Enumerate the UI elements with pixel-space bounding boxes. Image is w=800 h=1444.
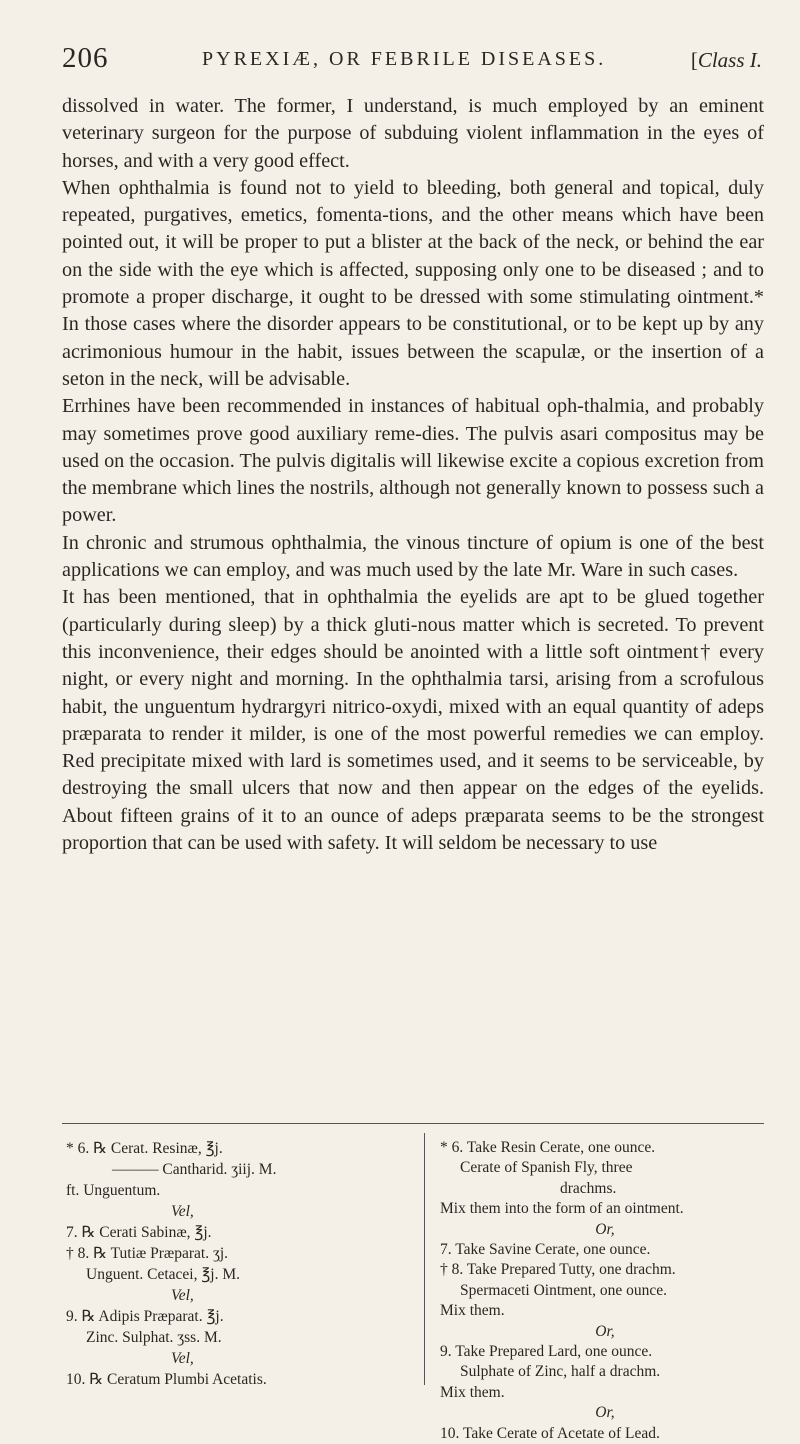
- footnote-line: Spermaceti Ointment, one ounce.: [460, 1281, 668, 1299]
- footnote-line: ft. Unguentum.: [66, 1182, 161, 1199]
- class-label: [691, 48, 762, 73]
- footnote-line: Mix them.: [440, 1383, 505, 1401]
- footnote-line: 9. ℞ Adipis Præparat. ℥j.: [66, 1308, 224, 1325]
- column-divider: [424, 1133, 425, 1385]
- main-text: [62, 93, 764, 857]
- class-label-bracket: [: [690, 48, 698, 72]
- footnote-line: Or,: [595, 1404, 615, 1422]
- paragraph: Errhines have been recommended in instances of habitual oph-thalmia, and probably may sometimes prove good auxiliary reme-dies. The pulvis asari compositus may be used on the occasion. The pulvis digitalis will likewise excite a copious excretion from the membrane which lines the nostrils, although not generally known to possess such a power.: [62, 395, 764, 527]
- footnote-line: 10. Take Cerate of Acetate of Lead.: [440, 1424, 660, 1442]
- running-title: PYREXIÆ, OR FEBRILE DISEASES.: [202, 48, 607, 70]
- footnote-line: Sulphate of Zinc, half a drachm.: [460, 1363, 661, 1381]
- footnotes-latin: [66, 1138, 416, 1390]
- footnote-line: 7. Take Savine Cerate, one ounce.: [440, 1241, 651, 1259]
- footnote-line: Zinc. Sulphat. ʒss. M.: [86, 1329, 222, 1346]
- footnote-line: 10. ℞ Ceratum Plumbi Acetatis.: [66, 1371, 267, 1388]
- footnote-line: 9. Take Prepared Lard, one ounce.: [440, 1343, 653, 1361]
- footnote-line: Mix them.: [440, 1302, 505, 1320]
- footnote-line: Cerate of Spanish Fly, three: [460, 1159, 633, 1177]
- footnotes-english: [440, 1138, 770, 1444]
- paragraph: It has been mentioned, that in ophthalmia the eyelids are apt to be glued together (particularly during sleep) by a thick gluti-nous matter which is secreted. To prevent this inconvenience, their edges should be anointed with a little soft ointment† every night, or every night and morning. In the ophthalmia tarsi, arising from a scrofulous habit, the unguentum hydrargyri nitrico-oxydi, mixed with an equal quantity of adeps præparata to render it milder, is one of the most powerful remedies we can employ. Red precipitate mixed with lard is sometimes used, and it seems to be serviceable, by destroying the small ulcers that now and then appear on the edges of the eyelids. About fifteen grains of it to an ounce of adeps præparata seems to be the strongest proportion that can be used with safety. It will seldom be necessary to use: [62, 586, 764, 855]
- paragraph: In chronic and strumous ophthalmia, the vinous tincture of opium is one of the best applications we can employ, and was much used by the late Mr. Ware in such cases.: [62, 531, 764, 582]
- page-header: [62, 42, 762, 82]
- footnote-line: Vel,: [171, 1350, 194, 1367]
- footnote-line: † 8. Take Prepared Tutty, one drachm.: [440, 1261, 676, 1279]
- footnote-line: drachms.: [560, 1179, 617, 1197]
- footnote-divider: [62, 1123, 764, 1124]
- footnote-line: † 8. ℞ Tutiæ Præparat. ʒj.: [66, 1245, 229, 1262]
- footnote-line: ——— Cantharid. ʒiij. M.: [112, 1161, 277, 1178]
- class-label-text: Class I.: [697, 48, 762, 72]
- page-number: 206: [62, 42, 109, 74]
- footnote-line: Unguent. Cetacei, ℥j. M.: [86, 1266, 241, 1283]
- paragraph: dissolved in water. The former, I understand, is much employed by an eminent veterinary surgeon for the purpose of subduing violent inflammation in the eyes of horses, and with a very good effect.: [62, 95, 764, 172]
- footnote-line: Or,: [595, 1322, 615, 1340]
- footnote-line: Vel,: [171, 1203, 194, 1220]
- footnote-line: * 6. Take Resin Cerate, one ounce.: [440, 1139, 656, 1156]
- footnote-line: Vel,: [171, 1287, 194, 1304]
- footnote-line: Or,: [595, 1220, 615, 1238]
- paragraph: When ophthalmia is found not to yield to bleeding, both general and topical, duly repeated, purgatives, emetics, fomenta-tions, and the other means which have been pointed out, it will be proper to put a blister at the back of the neck, or behind the ear on the side with the eye which is affected, supposing only one to be diseased ; and to promote a proper discharge, it ought to be dressed with some stimulating ointment.* In those cases where the disorder appears to be constitutional, or to be kept up by any acrimonious humour in the habit, issues between the scapulæ, or the insertion of a seton in the neck, will be advisable.: [62, 176, 764, 390]
- footnote-line: * 6. ℞ Cerat. Resinæ, ℥j.: [66, 1140, 223, 1157]
- footnote-line: Mix them into the form of an ointment.: [440, 1200, 684, 1218]
- footnote-line: 7. ℞ Cerati Sabinæ, ℥j.: [66, 1224, 212, 1241]
